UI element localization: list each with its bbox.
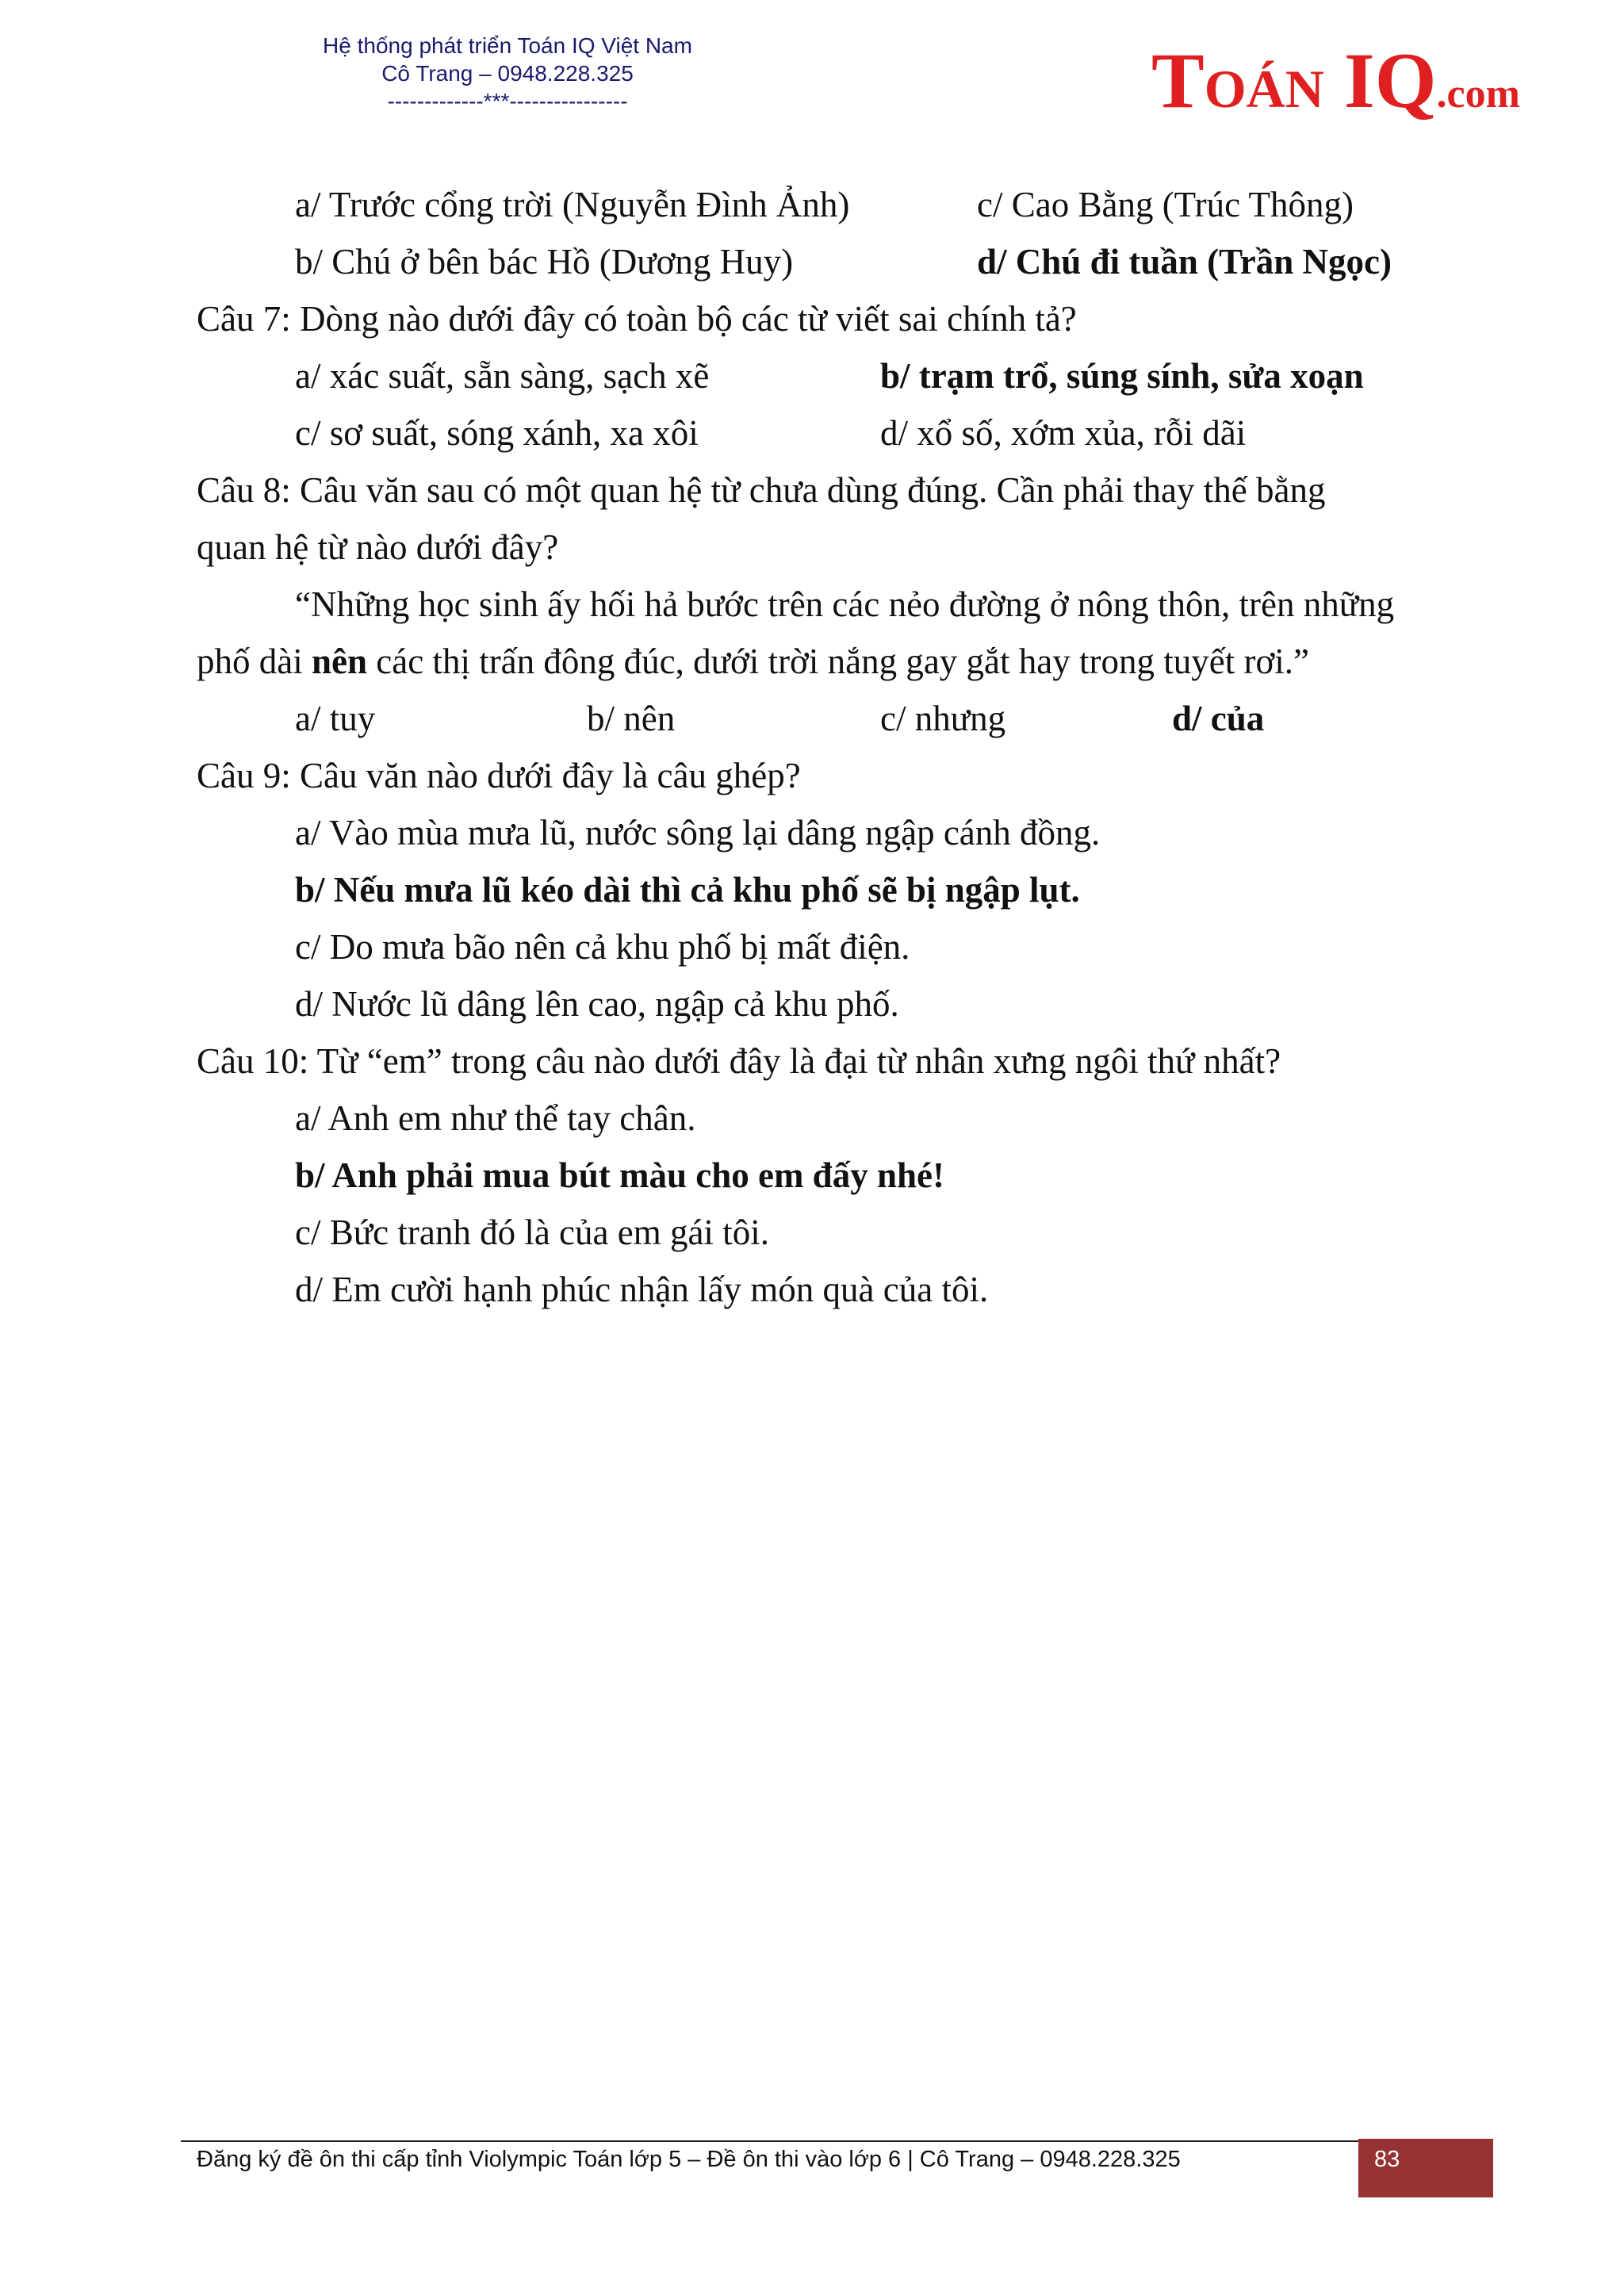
q10-question: Câu 10: Từ “em” trong câu nào dưới đây là đại từ nhân xưng ngôi thứ nhất? <box>197 1041 1281 1081</box>
q7-option-a: a/ xác suất, sẵn sàng, sạch xẽ <box>295 356 710 396</box>
q9-option-b-answer: b/ Nếu mưa lũ kéo dài thì cả khu phố sẽ bị ngập lụt. <box>295 870 1080 910</box>
q9-option-a: a/ Vào mùa mưa lũ, nước sông lại dâng ngập cánh đồng. <box>295 813 1101 852</box>
q9-option-d: d/ Nước lũ dâng lên cao, ngập cả khu phố. <box>295 984 899 1024</box>
q7-option-b-answer: b/ trạm trổ, súng sính, sửa xoạn <box>880 356 1364 396</box>
q9-option-c: c/ Do mưa bão nên cả khu phố bị mất điện. <box>295 927 910 967</box>
q8-question-line2: quan hệ từ nào dưới đây? <box>197 527 559 567</box>
q6-option-a: a/ Trước cổng trời (Nguyễn Đình Ảnh) <box>295 185 850 224</box>
page-number-box <box>1358 2139 1493 2197</box>
q8-option-a: a/ tuy <box>295 699 376 738</box>
q10-option-d: d/ Em cười hạnh phúc nhận lấy món quà của tôi. <box>295 1270 989 1309</box>
q8-quote-line2: phố dài nên các thị trấn đông đúc, dưới trời nắng gay gắt hay trong tuyết rơi.” <box>197 642 1309 681</box>
q8-option-b: b/ nên <box>587 699 676 738</box>
q8-option-d-answer: d/ của <box>1172 699 1265 738</box>
q8-quote-emphasis: nên <box>311 642 368 681</box>
page-number: 83 <box>1374 2147 1400 2172</box>
q7-option-d: d/ xổ số, xớm xủa, rỗi dãi <box>880 413 1247 453</box>
q7-question: Câu 7: Dòng nào dưới đây có toàn bộ các từ viết sai chính tả? <box>197 299 1077 339</box>
q8-option-c: c/ nhưng <box>880 699 1006 738</box>
header-organization: Hệ thống phát triển Toán IQ Việt Nam <box>323 33 692 58</box>
q9-question: Câu 9: Câu văn nào dưới đây là câu ghép? <box>197 756 801 795</box>
q6-option-b: b/ Chú ở bên bác Hồ (Dương Huy) <box>295 242 794 282</box>
q7-option-c: c/ sơ suất, sóng xánh, xa xôi <box>295 413 699 453</box>
header-separator: -------------***---------------- <box>387 89 628 113</box>
q6-option-c: c/ Cao Bằng (Trúc Thông) <box>977 185 1354 224</box>
q10-option-a: a/ Anh em như thể tay chân. <box>295 1098 696 1138</box>
q6-option-d-answer: d/ Chú đi tuần (Trần Ngọc) <box>977 242 1392 282</box>
footer-divider <box>181 2140 1493 2142</box>
q8-question-line1: Câu 8: Câu văn sau có một quan hệ từ chưa dùng đúng. Cần phải thay thế bằng <box>197 470 1326 510</box>
header-contact: Cô Trang – 0948.228.325 <box>381 61 634 86</box>
q10-option-b-answer: b/ Anh phải mua bút màu cho em đấy nhé! <box>295 1155 944 1195</box>
toaniq-logo: TOÁN IQ.com <box>1151 36 1520 125</box>
footer-text: Đăng ký đề ôn thi cấp tỉnh Violympic Toán lớp 5 – Đề ôn thi vào lớp 6 | Cô Trang – 0948.228.325 <box>197 2147 1181 2172</box>
q10-option-c: c/ Bức tranh đó là của em gái tôi. <box>295 1213 769 1252</box>
q8-quote-line1: “Những học sinh ấy hối hả bước trên các nẻo đường ở nông thôn, trên những <box>295 584 1395 624</box>
